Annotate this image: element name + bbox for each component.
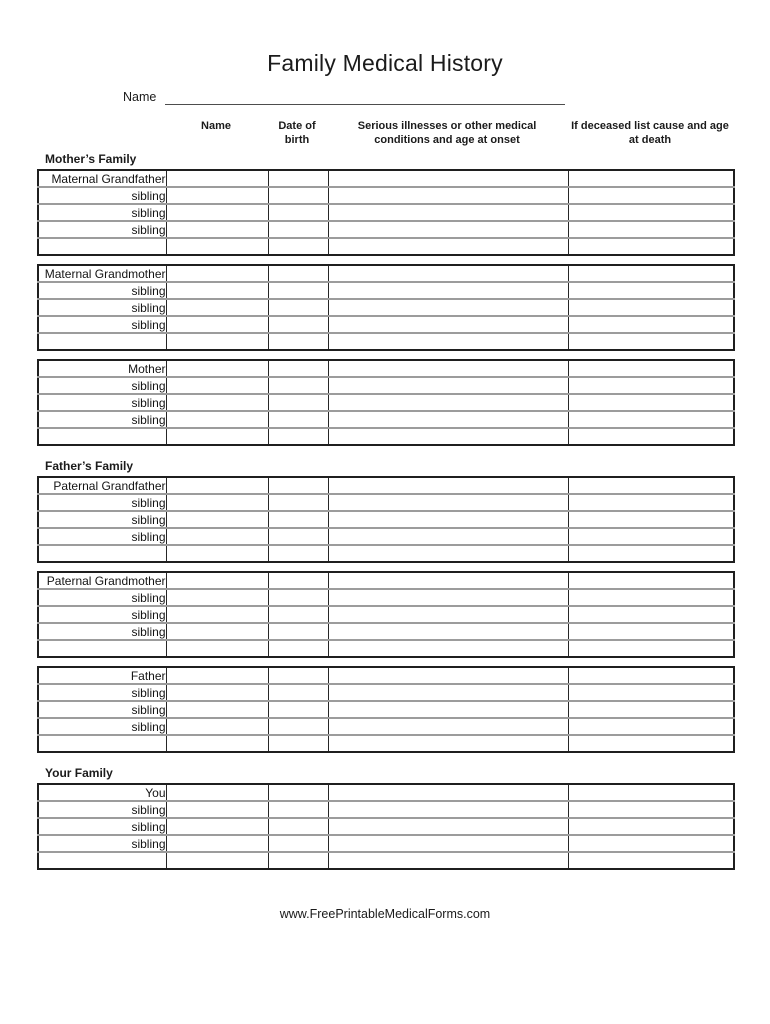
cell-deceased-input[interactable]	[568, 718, 734, 735]
table-row	[38, 377, 734, 394]
cell-conditions-input[interactable]	[328, 718, 568, 735]
table-row	[38, 589, 734, 606]
table-row	[38, 170, 734, 187]
cell-name-input[interactable]	[166, 411, 268, 428]
cell-name-input[interactable]	[166, 701, 268, 718]
cell-dob-input[interactable]	[268, 477, 328, 494]
row-label: sibling	[38, 684, 166, 701]
table-row	[38, 852, 734, 869]
table-row	[38, 801, 734, 818]
cell-name-input[interactable]	[166, 282, 268, 299]
cell-name-input[interactable]	[166, 511, 268, 528]
cell-deceased-input[interactable]	[568, 640, 734, 657]
cell-name-input[interactable]	[166, 528, 268, 545]
cell-name-input[interactable]	[166, 818, 268, 835]
cell-dob-input[interactable]	[268, 801, 328, 818]
row-label: Maternal Grandfather	[51, 171, 166, 186]
table-row	[38, 835, 734, 852]
row-label: sibling	[38, 394, 166, 411]
form-section	[37, 766, 770, 870]
form-section	[37, 152, 770, 446]
row-label	[38, 735, 166, 752]
cell-dob-input[interactable]	[268, 684, 328, 701]
row-label: sibling	[38, 701, 166, 718]
cell-deceased-input[interactable]	[568, 282, 734, 299]
form-section	[37, 459, 770, 753]
table-row	[38, 187, 734, 204]
cell-dob-input[interactable]	[268, 316, 328, 333]
cell-dob-input[interactable]	[268, 667, 328, 684]
cell-name-input[interactable]	[166, 801, 268, 818]
table-row	[38, 511, 734, 528]
cell-dob-input[interactable]	[268, 494, 328, 511]
row-label: Maternal Grandmother	[44, 266, 166, 281]
table-row	[38, 477, 734, 494]
cell-deceased-input[interactable]	[568, 428, 734, 445]
cell-conditions-input[interactable]	[328, 572, 568, 589]
name-field-row	[123, 89, 770, 105]
cell-conditions-input[interactable]	[328, 701, 568, 718]
table-row	[38, 818, 734, 835]
cell-deceased-input[interactable]	[568, 852, 734, 869]
table-row	[38, 528, 734, 545]
table-row	[38, 667, 734, 684]
row-label: You	[145, 785, 166, 800]
cell-dob-input[interactable]	[268, 718, 328, 735]
cell-name-input[interactable]	[166, 623, 268, 640]
cell-dob-input[interactable]	[268, 170, 328, 187]
cell-dob-input[interactable]	[268, 835, 328, 852]
cell-conditions-input[interactable]	[328, 640, 568, 657]
cell-deceased-input[interactable]	[568, 528, 734, 545]
row-label: sibling	[38, 801, 166, 818]
cell-deceased-input[interactable]	[568, 572, 734, 589]
cell-dob-input[interactable]	[268, 394, 328, 411]
cell-deceased-input[interactable]	[568, 221, 734, 238]
cell-name-input[interactable]	[166, 606, 268, 623]
cell-name-input[interactable]	[166, 333, 268, 350]
cell-deceased-input[interactable]	[568, 170, 734, 187]
table-row	[38, 204, 734, 221]
cell-deceased-input[interactable]	[568, 735, 734, 752]
cell-dob-input[interactable]	[268, 589, 328, 606]
row-label: sibling	[38, 221, 166, 238]
cell-deceased-input[interactable]	[568, 411, 734, 428]
table-row	[38, 394, 734, 411]
table-row	[38, 640, 734, 657]
cell-deceased-input[interactable]	[568, 606, 734, 623]
cell-dob-input[interactable]	[268, 265, 328, 282]
cell-conditions-input[interactable]	[328, 684, 568, 701]
cell-deceased-input[interactable]	[568, 511, 734, 528]
cell-conditions-input[interactable]	[328, 606, 568, 623]
cell-dob-input[interactable]	[268, 221, 328, 238]
family-table	[37, 571, 735, 658]
row-label	[38, 852, 166, 869]
cell-conditions-input[interactable]	[328, 589, 568, 606]
cell-deceased-input[interactable]	[568, 801, 734, 818]
row-label	[38, 640, 166, 657]
table-row	[38, 718, 734, 735]
cell-conditions-input[interactable]	[328, 545, 568, 562]
cell-conditions-input[interactable]	[328, 265, 568, 282]
row-label: sibling	[38, 835, 166, 852]
form-title: Family Medical History	[267, 50, 503, 76]
row-label: sibling	[38, 623, 166, 640]
cell-name-input[interactable]	[166, 477, 268, 494]
row-label	[38, 545, 166, 562]
row-label: sibling	[38, 411, 166, 428]
cell-name-input[interactable]	[166, 238, 268, 255]
column-header-spacer	[37, 119, 165, 147]
cell-conditions-input[interactable]	[328, 428, 568, 445]
row-label	[38, 238, 166, 255]
row-label: Father	[130, 668, 166, 683]
row-label: sibling	[38, 299, 166, 316]
cell-deceased-input[interactable]	[568, 333, 734, 350]
row-label: sibling	[38, 204, 166, 221]
cell-conditions-input[interactable]	[328, 333, 568, 350]
cell-deceased-input[interactable]	[568, 187, 734, 204]
cell-deceased-input[interactable]	[568, 360, 734, 377]
cell-deceased-input[interactable]	[568, 265, 734, 282]
cell-name-input[interactable]	[166, 494, 268, 511]
row-label: sibling	[38, 528, 166, 545]
cell-dob-input[interactable]	[268, 204, 328, 221]
cell-name-input[interactable]	[166, 735, 268, 752]
cell-conditions-input[interactable]	[328, 852, 568, 869]
cell-deceased-input[interactable]	[568, 667, 734, 684]
cell-conditions-input[interactable]	[328, 221, 568, 238]
cell-deceased-input[interactable]	[568, 377, 734, 394]
family-table	[37, 476, 735, 563]
cell-name-input[interactable]	[166, 170, 268, 187]
cell-name-input[interactable]	[166, 852, 268, 869]
section-heading: Father’s Family	[45, 459, 134, 473]
cell-name-input[interactable]	[166, 640, 268, 657]
cell-deceased-input[interactable]	[568, 316, 734, 333]
family-table	[37, 359, 735, 446]
cell-deceased-input[interactable]	[568, 545, 734, 562]
table-row	[38, 333, 734, 350]
table-row	[38, 265, 734, 282]
cell-conditions-input[interactable]	[328, 818, 568, 835]
cell-name-input[interactable]	[166, 221, 268, 238]
cell-dob-input[interactable]	[268, 606, 328, 623]
cell-name-input[interactable]	[166, 394, 268, 411]
table-row	[38, 784, 734, 801]
cell-dob-input[interactable]	[268, 528, 328, 545]
table-row	[38, 221, 734, 238]
footer-url: www.FreePrintableMedicalForms.com	[279, 907, 491, 921]
cell-deceased-input[interactable]	[568, 589, 734, 606]
section-heading: Your Family	[45, 766, 113, 780]
cell-deceased-input[interactable]	[568, 835, 734, 852]
row-label: sibling	[38, 718, 166, 735]
cell-deceased-input[interactable]	[568, 238, 734, 255]
row-label: sibling	[38, 818, 166, 835]
cell-dob-input[interactable]	[268, 852, 328, 869]
family-table	[37, 264, 735, 351]
table-row	[38, 282, 734, 299]
cell-name-input[interactable]	[166, 718, 268, 735]
cell-dob-input[interactable]	[268, 333, 328, 350]
cell-name-input[interactable]	[166, 667, 268, 684]
cell-name-input[interactable]	[166, 377, 268, 394]
cell-name-input[interactable]	[166, 572, 268, 589]
cell-dob-input[interactable]	[268, 623, 328, 640]
form-sections	[37, 152, 770, 870]
row-label: sibling	[38, 494, 166, 511]
cell-conditions-input[interactable]	[328, 528, 568, 545]
cell-conditions-input[interactable]	[328, 835, 568, 852]
cell-deceased-input[interactable]	[568, 784, 734, 801]
table-row	[38, 238, 734, 255]
cell-name-input[interactable]	[166, 428, 268, 445]
cell-dob-input[interactable]	[268, 282, 328, 299]
row-label: sibling	[38, 187, 166, 204]
cell-dob-input[interactable]	[268, 818, 328, 835]
cell-dob-input[interactable]	[268, 299, 328, 316]
name-input-line[interactable]	[165, 90, 565, 105]
cell-dob-input[interactable]	[268, 640, 328, 657]
row-label	[38, 333, 166, 350]
column-header-row	[37, 119, 770, 147]
cell-name-input[interactable]	[166, 784, 268, 801]
name-label: Name	[123, 90, 157, 104]
row-label: Paternal Grandmother	[46, 573, 166, 588]
cell-conditions-input[interactable]	[328, 623, 568, 640]
cell-conditions-input[interactable]	[328, 187, 568, 204]
cell-name-input[interactable]	[166, 204, 268, 221]
cell-name-input[interactable]	[166, 299, 268, 316]
cell-dob-input[interactable]	[268, 360, 328, 377]
cell-deceased-input[interactable]	[568, 494, 734, 511]
table-row	[38, 316, 734, 333]
cell-deceased-input[interactable]	[568, 394, 734, 411]
cell-dob-input[interactable]	[268, 187, 328, 204]
cell-dob-input[interactable]	[268, 411, 328, 428]
cell-name-input[interactable]	[166, 316, 268, 333]
family-table	[37, 169, 735, 256]
cell-conditions-input[interactable]	[328, 170, 568, 187]
cell-dob-input[interactable]	[268, 238, 328, 255]
cell-dob-input[interactable]	[268, 735, 328, 752]
cell-conditions-input[interactable]	[328, 411, 568, 428]
cell-conditions-input[interactable]	[328, 494, 568, 511]
row-label: sibling	[38, 282, 166, 299]
row-label: sibling	[38, 377, 166, 394]
cell-deceased-input[interactable]	[568, 701, 734, 718]
cell-dob-input[interactable]	[268, 511, 328, 528]
cell-deceased-input[interactable]	[568, 684, 734, 701]
row-label: sibling	[38, 511, 166, 528]
table-row	[38, 606, 734, 623]
cell-dob-input[interactable]	[268, 701, 328, 718]
cell-deceased-input[interactable]	[568, 299, 734, 316]
table-row	[38, 623, 734, 640]
cell-name-input[interactable]	[166, 187, 268, 204]
cell-dob-input[interactable]	[268, 428, 328, 445]
cell-conditions-input[interactable]	[328, 667, 568, 684]
cell-name-input[interactable]	[166, 835, 268, 852]
row-label	[38, 428, 166, 445]
table-row	[38, 360, 734, 377]
family-table	[37, 666, 735, 753]
cell-conditions-input[interactable]	[328, 377, 568, 394]
cell-dob-input[interactable]	[268, 572, 328, 589]
table-row	[38, 494, 734, 511]
row-label: sibling	[38, 316, 166, 333]
cell-conditions-input[interactable]	[328, 784, 568, 801]
column-header-conditions: Serious illnesses or other medical conditions and age at onset	[357, 120, 537, 146]
family-table	[37, 783, 735, 870]
cell-name-input[interactable]	[166, 684, 268, 701]
table-row	[38, 428, 734, 445]
cell-name-input[interactable]	[166, 360, 268, 377]
cell-deceased-input[interactable]	[568, 204, 734, 221]
cell-name-input[interactable]	[166, 589, 268, 606]
row-label: Paternal Grandfather	[53, 478, 166, 493]
cell-conditions-input[interactable]	[328, 735, 568, 752]
cell-conditions-input[interactable]	[328, 316, 568, 333]
table-row	[38, 545, 734, 562]
cell-dob-input[interactable]	[268, 784, 328, 801]
row-label: sibling	[38, 606, 166, 623]
cell-conditions-input[interactable]	[328, 282, 568, 299]
cell-deceased-input[interactable]	[568, 818, 734, 835]
cell-conditions-input[interactable]	[328, 477, 568, 494]
column-header-deceased: If deceased list cause and age at death	[571, 120, 729, 146]
cell-dob-input[interactable]	[268, 377, 328, 394]
cell-deceased-input[interactable]	[568, 477, 734, 494]
cell-conditions-input[interactable]	[328, 394, 568, 411]
cell-conditions-input[interactable]	[328, 204, 568, 221]
row-label: Mother	[128, 361, 166, 376]
cell-conditions-input[interactable]	[328, 238, 568, 255]
table-row	[38, 299, 734, 316]
cell-dob-input[interactable]	[268, 545, 328, 562]
table-row	[38, 411, 734, 428]
cell-deceased-input[interactable]	[568, 623, 734, 640]
cell-conditions-input[interactable]	[328, 360, 568, 377]
row-label: sibling	[38, 589, 166, 606]
cell-conditions-input[interactable]	[328, 801, 568, 818]
table-row	[38, 735, 734, 752]
table-row	[38, 572, 734, 589]
table-row	[38, 701, 734, 718]
column-header-date-of-birth: Date of birth	[278, 120, 316, 146]
cell-conditions-input[interactable]	[328, 511, 568, 528]
column-header-name: Name	[201, 120, 231, 132]
cell-conditions-input[interactable]	[328, 299, 568, 316]
table-row	[38, 684, 734, 701]
cell-name-input[interactable]	[166, 265, 268, 282]
section-heading: Mother’s Family	[45, 152, 137, 166]
cell-name-input[interactable]	[166, 545, 268, 562]
